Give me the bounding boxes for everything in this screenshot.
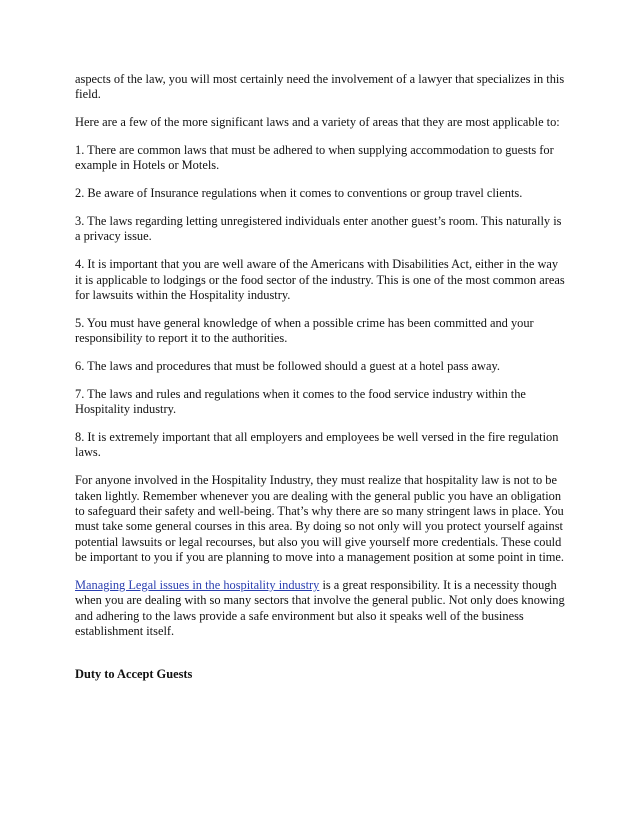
list-item: 1. There are common laws that must be adhered to when supplying accommodation to guests for example in Hotels or Motels. — [75, 143, 554, 173]
list-item: 5. You must have general knowledge of when a possible crime has been committed and your responsibility to report it to the authorities. — [75, 315, 534, 346]
closing-paragraph-text: is a great responsibility. It is a necessity though when you are dealing with so many sectors that involve the general public. Not only does knowing and adhering to the laws provide a safe environment but also it speaks well of the business establishment itself. — [75, 578, 565, 639]
list-item: 7. The laws and rules and regulations when it comes to the food service industry within the Hospitality industry. — [75, 386, 526, 417]
hospitality-legal-issues-link[interactable]: Managing Legal issues in the hospitality industry — [75, 578, 320, 593]
list-item: 6. The laws and procedures that must be followed should a guest at a hotel pass away. — [75, 359, 500, 374]
closing-paragraph — [75, 578, 565, 640]
section-heading: Duty to Accept Guests — [75, 666, 193, 681]
list-intro-paragraph: Here are a few of the more significant laws and a variety of areas that they are most applicable to: — [75, 115, 560, 130]
list-item: 2. Be aware of Insurance regulations when it comes to conventions or group travel clients. — [75, 186, 523, 201]
list-item: 8. It is extremely important that all employers and employees be well versed in the fire regulation laws. — [75, 430, 559, 460]
list-item: 3. The laws regarding letting unregistered individuals enter another guest’s room. This naturally is a privacy issue. — [75, 214, 562, 244]
document-page — [75, 72, 565, 682]
summary-paragraph: For anyone involved in the Hospitality Industry, they must realize that hospitality law is not to be taken lightly. Remember whenever you are dealing with the general public you have an obligation to safeguard their safety and well-being. That’s why there are so many stringent laws in place. You must take some general courses in this area. By doing so not only will you protect yourself against potential lawsuits or legal recourses, but also you will give yourself more credentials. These could be important to you if you are planning to move into a management position at some point in time. — [75, 473, 564, 565]
intro-paragraph: aspects of the law, you will most certainly need the involvement of a lawyer that specializes in this field. — [75, 72, 565, 102]
list-item: 4. It is important that you are well aware of the Americans with Disabilities Act, either in the way it is applicable to lodgings or the food sector of the industry. This is one of the most common areas for lawsuits within the Hospitality industry. — [75, 257, 565, 303]
